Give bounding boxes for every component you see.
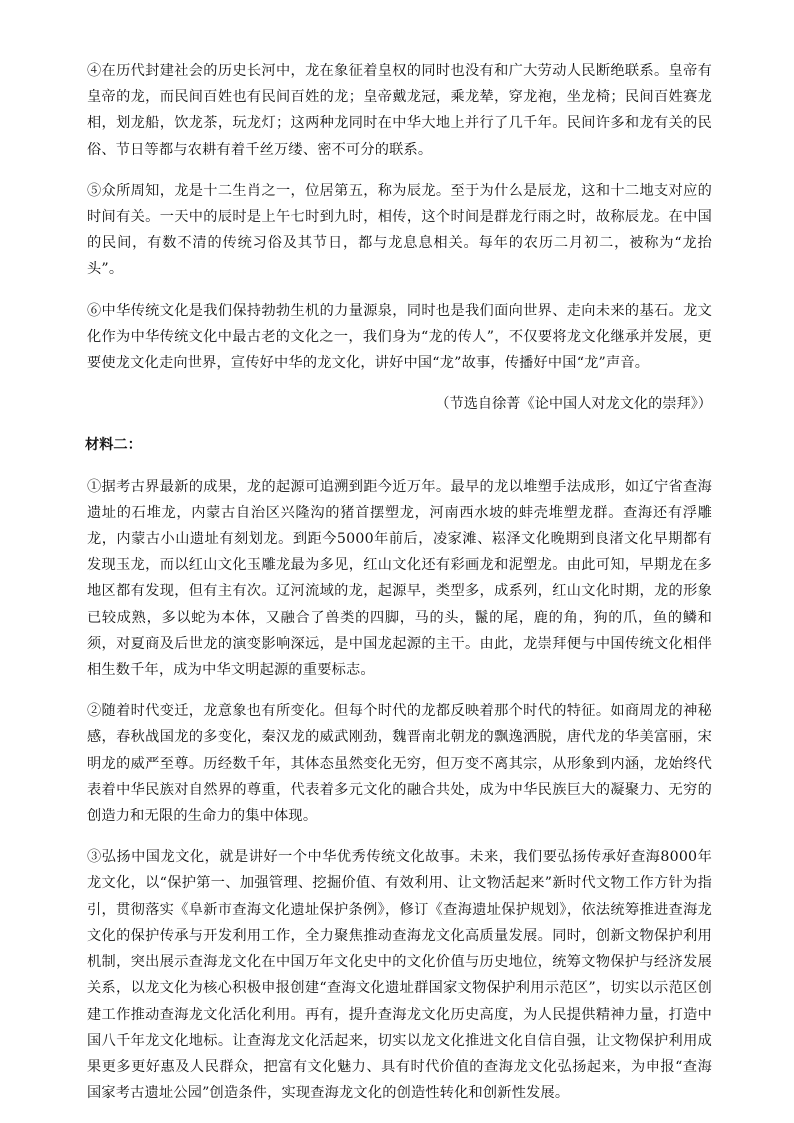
material2-paragraph-3: ③弘扬中国龙文化，就是讲好一个中华优秀传统文化故事。未来，我们要弘扬传承好查海8000年龙文化，以“保护第一、加强管理、挖掘价值、有效利用、让文物活起来”新时代文物工作方针为指引，贯彻落实《阜新市查海文化遗址保护条例》，修订《查海遗址保护规划》，依法统筹推进查海龙文化的保护传承与开发利用工作，全力聚焦推动查海龙文化高质量发展。同时，创新文物保护利用机制，突出展示查海龙文化在中国万年文化史中的文化价值与历史地位，统筹文物保护与经济发展关系，以龙文化为核心积极申报创建“查海文化遗址群国家文物保护利用示范区”，切实以示范区创建工作推动查海龙文化活化利用。再有，提升查海龙文化历史高度，为人民提供精神力量，打造中国八千年龙文化地标。让查海龙文化活起来，切实以龙文化推进文化自信自强，让文物保护利用成果更多更好惠及人民群众，把富有文化魅力、具有时代价值的查海龙文化弘扬起来，为申报“查海国家考古遗址公园”创造条件，实现查海龙文化的创造性转化和创新性发展。: [87, 849, 712, 1102]
material2-paragraph-2: ②随着时代变迁，龙意象也有所变化。但每个时代的龙都反映着那个时代的特征。如商周龙的神秘感，春秋战国龙的多变化，秦汉龙的威武刚劲，魏晋南北朝龙的飘逸洒脱，唐代龙的华美富丽，宋明龙的威严至尊。历经数千年，其体态虽然变化无穷，但万变不离其宗，从形象到内涵，龙始终代表着中华民族对自然界的尊重，代表着多元文化的融合共处，成为中华民族巨大的凝聚力、无穷的创造力和无限的生命力的集中体现。: [87, 703, 712, 825]
paragraph-6: ⑥中华传统文化是我们保持勃勃生机的力量源泉，同时也是我们面向世界、走向未来的基石。龙文化作为中华传统文化中最古老的文化之一，我们身为“龙的传人”，不仅要将龙文化继承并发展，更要使龙文化走向世界，宣传好中华的龙文化，讲好中国“龙”故事，传播好中国“龙”声音。: [87, 302, 712, 372]
source-note: （节选自徐菁《论中国人对龙文化的崇拜》）: [435, 396, 712, 413]
document-page: [87, 58, 712, 1121]
material2-paragraph-1: ①据考古界最新的成果，龙的起源可追溯到距今近万年。最早的龙以堆塑手法成形，如辽宁省查海遗址的石堆龙，内蒙古自治区兴隆沟的猪首摆塑龙，河南西水坡的蚌壳堆塑龙群。查海还有浮雕龙，内蒙古小山遗址有刻划龙。到距今5000年前后，凌家滩、崧泽文化晚期到良渚文化早期都有发现玉龙，而以红山文化玉雕龙最为多见，红山文化还有彩画龙和泥塑龙。由此可知，早期龙在多地区都有发现，但有主有次。辽河流域的龙，起源早，类型多，成系列，红山文化时期，龙的形象已较成熟，多以蛇为本体，又融合了兽类的四脚，马的头，鬣的尾，鹿的角，狗的爪，鱼的鳞和须，对夏商及后世龙的演变影响深远，是中国龙起源的主干。由此，龙崇拜便与中国传统文化相伴相生数千年，成为中华文明起源的重要标志。: [87, 478, 712, 679]
paragraph-5: ⑤众所周知，龙是十二生肖之一，位居第五，称为辰龙。至于为什么是辰龙，这和十二地支对应的时间有关。一天中的辰时是上午七时到九时，相传，这个时间是群龙行雨之时，故称辰龙。在中国的民间，有数不清的传统习俗及其节日，都与龙息息相关。每年的农历二月初二，被称为“龙抬头”。: [87, 182, 712, 278]
section-title: 材料二：: [85, 437, 142, 454]
paragraph-4: ④在历代封建社会的历史长河中，龙在象征着皇权的同时也没有和广大劳动人民断绝联系。皇帝有皇帝的龙，而民间百姓也有民间百姓的龙；皇帝戴龙冠，乘龙辇，穿龙袍，坐龙椅；民间百姓赛龙相，划龙船，饮龙茶，玩龙灯；这两种龙同时在中华大地上并行了几千年。民间许多和龙有关的民俗、节日等都与农耕有着千丝万缕、密不可分的联系。: [87, 63, 712, 158]
